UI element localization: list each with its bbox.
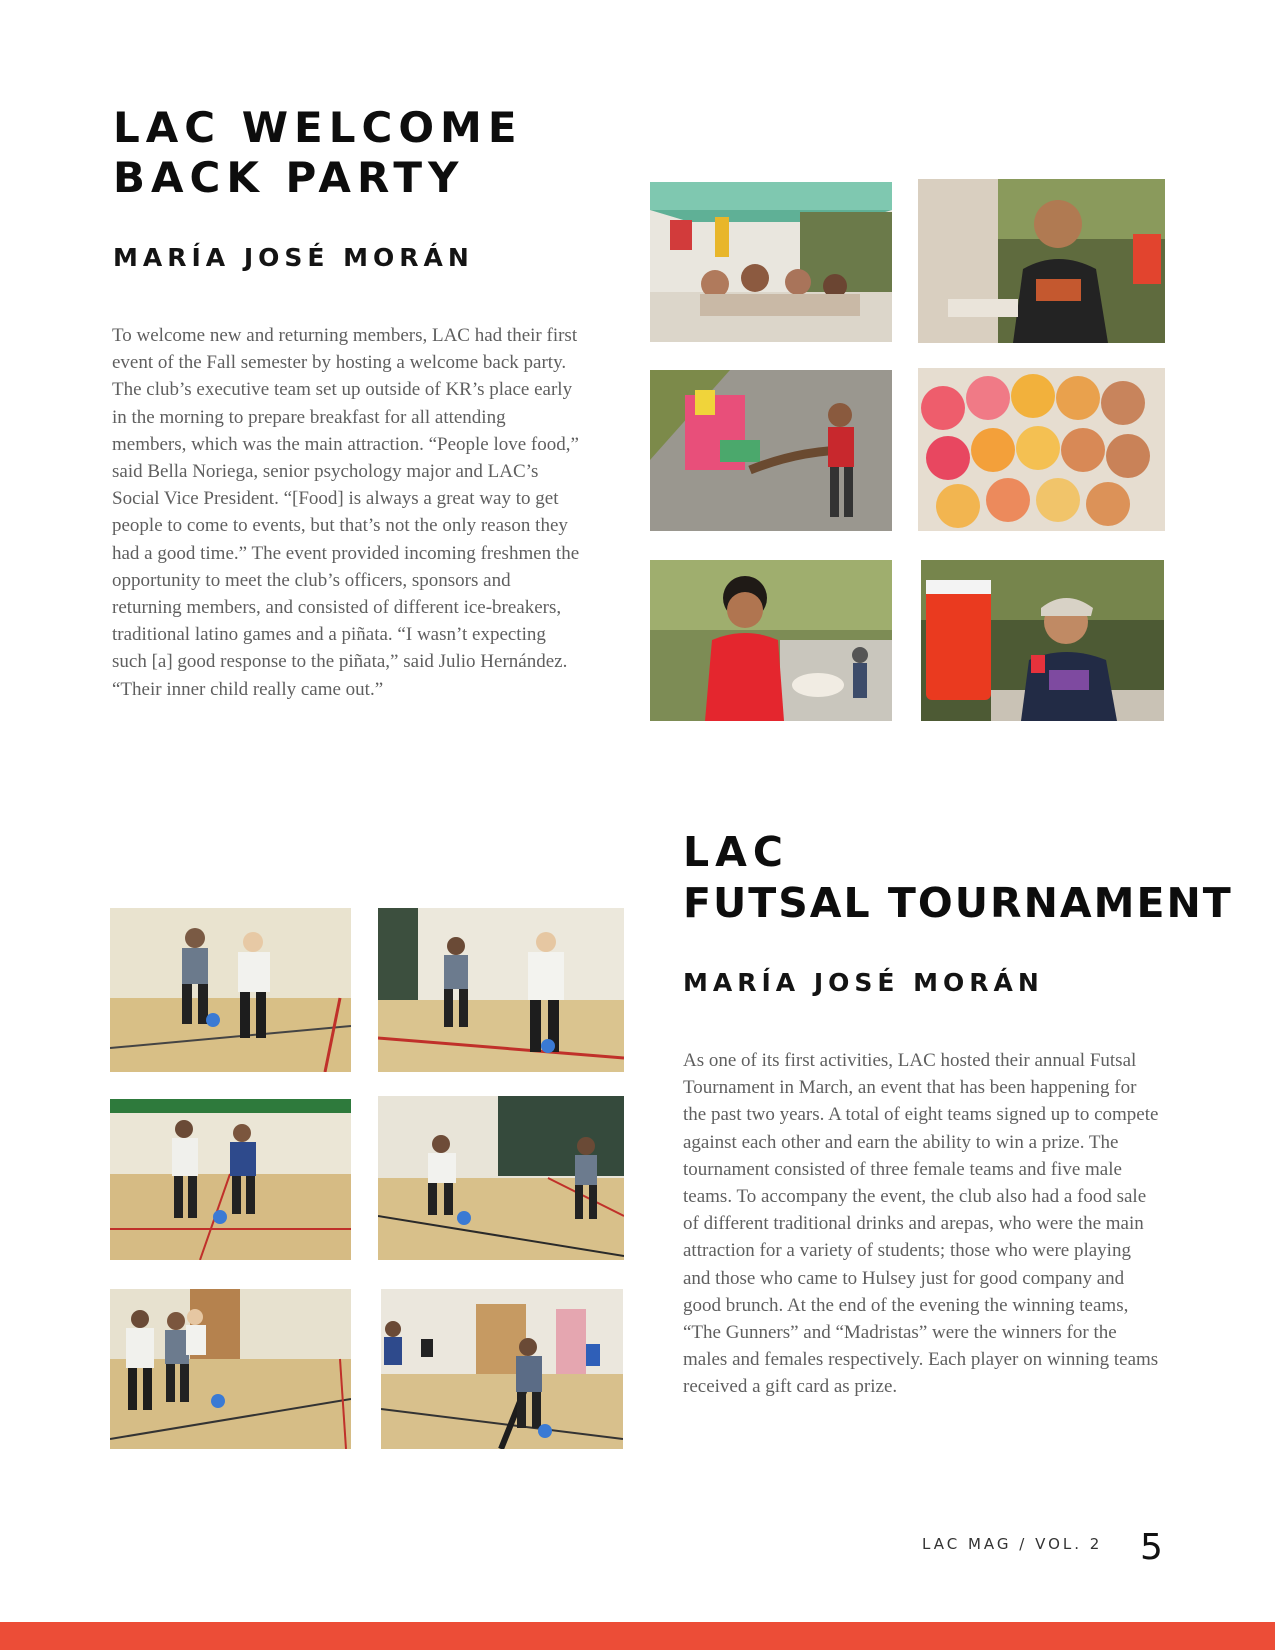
article-title-line: LAC WELCOME [113, 103, 523, 152]
article-body-text: To welcome new and returning members, LAC had their first event of the Fall semester by hosting a welcome back party. The club’s executive team set up outside of KR’s place early in the morning to prepare breakfast for all attending members, which was the main attraction. “People love food,” said Bella Noriega, senior psychology major and LAC’s Social Vice President. “[Food] is always a great way to get people to come to events, but that’s not the only reason they had a good time.” The event provided incoming freshmen the opportunity to meet the club’s officers, sponsors and returning members, and consisted of different ice-breakers, traditional latino games and a piñata. “I wasn’t expecting such [a] good response to the piñata,” said Julio Hernández. “Their inner child really came out.” [112, 325, 580, 700]
article-title-line: BACK PARTY [113, 153, 465, 203]
photo-futsal-group-play [110, 1289, 351, 1449]
magazine-footer-label: LAC MAG / VOL. 2 [922, 1535, 1103, 1553]
photo-student-red-shirt [650, 560, 892, 721]
article-body-text: As one of its first activities, LAC hosted their annual Futsal Tournament in March, an event that has been happening for the past two years. A total of eight teams signed up to compete against each other and earn the ability to win a prize. The tournament consisted of three female teams and five male teams. To accompany the event, the club also had a food sale of different traditional drinks and arepas, who were the main attraction for a variety of students; those who were playing and those who came to Hulsey just for good company and good brunch. At the end of the evening the winning teams, “The Gunners” and “Madristas” were the winners for the males and females respectively. Each player on winning teams received a gift card as prize. [683, 1050, 1159, 1398]
article-title-welcome-party [113, 103, 523, 204]
article-byline: MARÍA JOSÉ MORÁN [113, 243, 474, 272]
article-title-futsal-tournament [683, 827, 1233, 930]
photo-futsal-player-number-10 [378, 908, 624, 1072]
photo-students-under-umbrella [650, 182, 892, 342]
photo-futsal-solo-dribble [381, 1289, 623, 1449]
article-title-line: LAC [683, 828, 789, 876]
article-title-line: FUTSAL TOURNAMENT [683, 879, 1233, 928]
photo-child-with-pinata [650, 370, 892, 531]
photo-futsal-player-number-30 [378, 1096, 624, 1260]
photo-futsal-gym-match [110, 1099, 351, 1260]
footer-accent-bar [0, 1622, 1275, 1650]
photo-smiling-student [918, 179, 1165, 343]
photo-conchas-pastries [918, 368, 1165, 531]
page-number: 5 [1140, 1527, 1163, 1568]
photo-futsal-players [110, 908, 351, 1072]
photo-student-with-cup [921, 560, 1164, 721]
article-byline: MARÍA JOSÉ MORÁN [683, 968, 1044, 997]
